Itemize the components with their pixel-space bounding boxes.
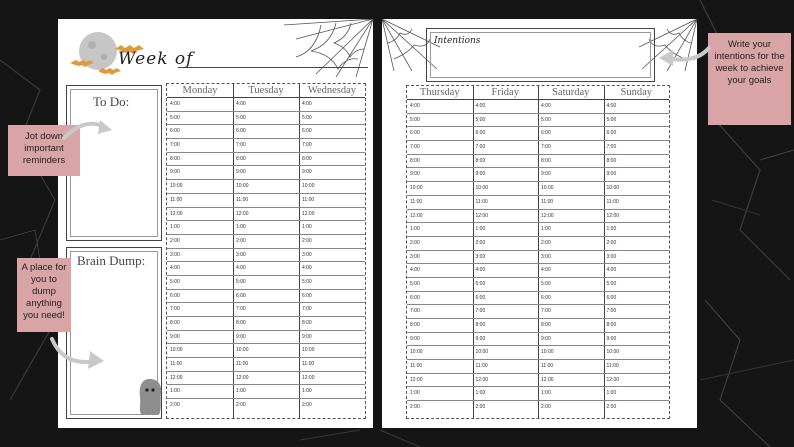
time-slot[interactable]: 5:00 [233, 112, 299, 126]
time-slot[interactable]: 1:00 [233, 221, 299, 235]
time-slot[interactable]: 3:00 [538, 251, 604, 265]
time-slot[interactable]: 12:00 [233, 372, 299, 386]
time-slot[interactable]: 12:00 [538, 374, 604, 388]
time-slot[interactable]: 10:00 [407, 346, 473, 360]
time-slot[interactable]: 2:00 [235, 402, 246, 409]
time-slot[interactable]: 2:00 [604, 237, 670, 251]
time-slot[interactable]: 7:00 [604, 305, 670, 319]
time-slot[interactable]: 2:00 [167, 235, 233, 249]
time-slot[interactable]: 2:00 [473, 237, 539, 251]
time-slot[interactable]: 9:00 [407, 168, 473, 182]
time-slot[interactable]: 5:00 [604, 278, 670, 292]
time-slot[interactable]: 6:00 [473, 127, 539, 141]
time-slot[interactable]: 1:00 [473, 223, 539, 237]
time-slot[interactable]: 11:00 [604, 360, 670, 374]
day-header: Saturday [538, 86, 604, 100]
right-schedule-grid[interactable] [406, 85, 670, 419]
day-column-monday [167, 84, 234, 418]
time-slot[interactable]: 7:00 [299, 303, 365, 317]
time-slot[interactable]: 5:00 [407, 278, 473, 292]
time-slot[interactable]: 8:00 [473, 155, 539, 169]
time-slot[interactable]: 1:00 [473, 387, 539, 401]
time-slot[interactable]: 8:00 [538, 155, 604, 169]
time-slot[interactable]: 5:00 [604, 114, 670, 128]
time-slot[interactable]: 1:00 [233, 385, 299, 399]
time-slot[interactable]: 12:00 [407, 210, 473, 224]
time-slot[interactable]: 8:00 [299, 153, 365, 167]
time-slot[interactable]: 9:00 [233, 331, 299, 345]
todo-box[interactable] [66, 85, 162, 241]
time-slot[interactable]: 9:00 [538, 168, 604, 182]
arrow-icon [44, 335, 108, 375]
time-slot[interactable]: 8:00 [604, 319, 670, 333]
time-slot[interactable]: 9:00 [299, 166, 365, 180]
time-slot[interactable]: 8:00 [604, 155, 670, 169]
time-slot[interactable]: 9:00 [407, 333, 473, 347]
time-slot[interactable]: 10:00 [473, 346, 539, 360]
time-slot[interactable]: 10:00 [233, 180, 299, 194]
time-slot[interactable]: 4:00 [473, 100, 539, 114]
day-column-sunday [604, 86, 670, 418]
time-slot[interactable]: 7:00 [473, 305, 539, 319]
day-header: Wednesday [299, 84, 365, 98]
arrow-icon [60, 112, 120, 144]
time-slot[interactable]: 8:00 [473, 319, 539, 333]
time-slot[interactable]: 12:00 [299, 208, 365, 222]
time-slot[interactable]: 6:00 [407, 292, 473, 306]
day-column-wednesday [299, 84, 365, 418]
time-slot[interactable]: 7:00 [167, 303, 233, 317]
left-schedule-grid[interactable] [166, 83, 366, 419]
time-slot[interactable]: 10:00 [604, 182, 670, 196]
time-slot[interactable]: 11:00 [407, 196, 473, 210]
time-slot[interactable]: 10:00 [538, 346, 604, 360]
time-slot[interactable]: 3:00 [604, 251, 670, 265]
time-slot[interactable]: 1:00 [299, 385, 365, 399]
time-slot[interactable]: 1:00 [407, 223, 473, 237]
time-slot[interactable]: 11:00 [473, 196, 539, 210]
time-slot[interactable]: 6:00 [407, 127, 473, 141]
jot-down-note-text: Jot down important reminders [22, 131, 66, 166]
time-slot[interactable]: 7:00 [604, 141, 670, 155]
time-slot[interactable]: 11:00 [167, 194, 233, 208]
time-slot[interactable]: 9:00 [299, 331, 365, 345]
time-slot[interactable]: 7:00 [299, 139, 365, 153]
time-slot[interactable]: 4:00 [167, 98, 233, 112]
time-slot[interactable]: 12:00 [473, 210, 539, 224]
time-slot[interactable]: 2:00 [233, 235, 299, 249]
time-slot[interactable]: 5:00 [299, 276, 365, 290]
time-slot[interactable]: 11:00 [604, 196, 670, 210]
ghost-icon [136, 377, 164, 419]
right-planner-page [382, 19, 697, 428]
todo-label: To Do: [93, 94, 130, 109]
time-slot[interactable]: 9:00 [473, 168, 539, 182]
time-slot[interactable]: 10:00 [167, 344, 233, 358]
time-slot[interactable]: 4:00 [538, 264, 604, 278]
time-slot[interactable]: 5:00 [473, 278, 539, 292]
time-slot[interactable]: 2:00 [475, 404, 486, 411]
time-slot[interactable]: 6:00 [538, 292, 604, 306]
day-header: Tuesday [233, 84, 299, 98]
time-slot[interactable]: 12:00 [299, 372, 365, 386]
intentions-note-text: Write your intentions for the week to achieve your goals [714, 39, 785, 86]
time-slot[interactable]: 3:00 [233, 249, 299, 263]
time-slot[interactable]: 2:00 [538, 237, 604, 251]
time-slot[interactable]: 9:00 [473, 333, 539, 347]
time-slot[interactable]: 7:00 [407, 141, 473, 155]
time-slot[interactable]: 6:00 [167, 290, 233, 304]
time-slot[interactable]: 12:00 [167, 372, 233, 386]
time-slot[interactable]: 5:00 [538, 114, 604, 128]
time-slot[interactable]: 12:00 [233, 208, 299, 222]
time-slot[interactable]: 2:00 [299, 235, 365, 249]
time-slot[interactable]: 2:00 [410, 404, 420, 411]
spider-web-icon [276, 19, 373, 77]
brain-dump-label: Brain Dump: [77, 253, 146, 268]
time-slot[interactable]: 1:00 [167, 221, 233, 235]
time-slot[interactable]: 3:00 [473, 251, 539, 265]
time-slot[interactable]: 11:00 [299, 358, 365, 372]
time-slot[interactable]: 12:00 [538, 210, 604, 224]
time-slot[interactable]: 8:00 [299, 317, 365, 331]
brain-dump-note-text: A place for you to dump anything you need! [21, 262, 67, 321]
time-slot[interactable]: 4:00 [299, 98, 365, 112]
time-slot[interactable]: 10:00 [167, 180, 233, 194]
time-slot[interactable]: 7:00 [538, 141, 604, 155]
time-slot[interactable]: 10:00 [299, 180, 365, 194]
time-slot[interactable]: 4:00 [604, 100, 670, 114]
time-slot[interactable]: 5:00 [473, 114, 539, 128]
time-slot[interactable]: 12:00 [473, 374, 539, 388]
time-slot[interactable]: 11:00 [473, 360, 539, 374]
time-slot[interactable]: 5:00 [407, 114, 473, 128]
time-slot[interactable]: 11:00 [167, 358, 233, 372]
time-slot[interactable]: 9:00 [167, 331, 233, 345]
time-slot[interactable]: 1:00 [538, 387, 604, 401]
time-slot[interactable]: 6:00 [604, 292, 670, 306]
time-slot[interactable]: 1:00 [604, 387, 670, 401]
time-slot[interactable]: 11:00 [233, 194, 299, 208]
time-slot[interactable]: 8:00 [233, 153, 299, 167]
time-slot[interactable]: 3:00 [299, 249, 365, 263]
time-slot[interactable]: 9:00 [604, 168, 670, 182]
time-slot[interactable]: 5:00 [233, 276, 299, 290]
time-slot[interactable]: 6:00 [473, 292, 539, 306]
time-slot[interactable]: 4:00 [473, 264, 539, 278]
time-slot[interactable]: 4:00 [233, 98, 299, 112]
time-slot[interactable]: 9:00 [604, 333, 670, 347]
time-slot[interactable]: 11:00 [538, 360, 604, 374]
brain-dump-note [17, 258, 71, 332]
time-slot[interactable]: 2:00 [301, 402, 312, 409]
time-slot[interactable]: 6:00 [233, 290, 299, 304]
time-slot[interactable]: 4:00 [407, 100, 473, 114]
time-slot[interactable]: 12:00 [604, 210, 670, 224]
day-column-friday [473, 86, 540, 418]
time-slot[interactable]: 4:00 [167, 262, 233, 276]
time-slot[interactable]: 10:00 [407, 182, 473, 196]
time-slot[interactable]: 7:00 [167, 139, 233, 153]
time-slot[interactable]: 1:00 [299, 221, 365, 235]
intentions-label: Intentions [434, 36, 481, 46]
time-slot[interactable]: 9:00 [167, 166, 233, 180]
time-slot[interactable]: 2:00 [606, 404, 617, 411]
time-slot[interactable]: 2:00 [541, 404, 551, 411]
time-slot[interactable]: 6:00 [604, 127, 670, 141]
time-slot[interactable]: 2:00 [407, 237, 473, 251]
time-slot[interactable]: 11:00 [407, 360, 473, 374]
time-slot[interactable]: 6:00 [538, 127, 604, 141]
week-of-label: Week of [118, 49, 194, 69]
time-slot[interactable]: 12:00 [167, 208, 233, 222]
time-slot[interactable]: 2:00 [170, 402, 180, 409]
time-slot[interactable]: 3:00 [407, 251, 473, 265]
time-slot[interactable]: 5:00 [167, 276, 233, 290]
time-slot[interactable]: 8:00 [538, 319, 604, 333]
time-slot[interactable]: 5:00 [167, 112, 233, 126]
time-slot[interactable]: 1:00 [538, 223, 604, 237]
time-slot[interactable]: 12:00 [604, 374, 670, 388]
time-slot[interactable]: 5:00 [299, 112, 365, 126]
time-slot[interactable]: 3:00 [167, 249, 233, 263]
time-slot[interactable]: 9:00 [233, 166, 299, 180]
time-slot[interactable]: 11:00 [233, 358, 299, 372]
time-slot[interactable]: 8:00 [407, 155, 473, 169]
time-slot[interactable]: 9:00 [538, 333, 604, 347]
time-slot[interactable]: 6:00 [299, 290, 365, 304]
time-slot[interactable]: 7:00 [473, 141, 539, 155]
intentions-note [708, 33, 791, 125]
time-slot[interactable]: 7:00 [538, 305, 604, 319]
time-slot[interactable]: 10:00 [604, 346, 670, 360]
time-slot[interactable]: 4:00 [299, 262, 365, 276]
time-slot[interactable]: 6:00 [167, 125, 233, 139]
day-column-tuesday [233, 84, 300, 418]
time-slot[interactable]: 10:00 [233, 344, 299, 358]
time-slot[interactable]: 10:00 [538, 182, 604, 196]
time-slot[interactable]: 8:00 [407, 319, 473, 333]
time-slot[interactable]: 8:00 [167, 317, 233, 331]
time-slot[interactable]: 6:00 [299, 125, 365, 139]
time-slot[interactable]: 10:00 [473, 182, 539, 196]
day-header: Sunday [604, 86, 670, 100]
time-slot[interactable]: 1:00 [604, 223, 670, 237]
time-slot[interactable]: 7:00 [233, 139, 299, 153]
time-slot[interactable]: 1:00 [407, 387, 473, 401]
time-slot[interactable]: 7:00 [233, 303, 299, 317]
day-column-saturday [538, 86, 605, 418]
time-slot[interactable]: 11:00 [538, 196, 604, 210]
time-slot[interactable]: 4:00 [407, 264, 473, 278]
time-slot[interactable]: 8:00 [233, 317, 299, 331]
time-slot[interactable]: 4:00 [538, 100, 604, 114]
day-header: Thursday [407, 86, 473, 100]
time-slot[interactable]: 7:00 [407, 305, 473, 319]
time-slot[interactable]: 4:00 [233, 262, 299, 276]
day-column-thursday [407, 86, 474, 418]
day-header: Friday [473, 86, 539, 100]
time-slot[interactable]: 5:00 [538, 278, 604, 292]
time-slot[interactable]: 1:00 [167, 385, 233, 399]
time-slot[interactable]: 4:00 [604, 264, 670, 278]
time-slot[interactable]: 8:00 [167, 153, 233, 167]
time-slot[interactable]: 6:00 [233, 125, 299, 139]
time-slot[interactable]: 12:00 [407, 374, 473, 388]
day-header: Monday [167, 84, 233, 98]
time-slot[interactable]: 11:00 [299, 194, 365, 208]
arrow-icon [655, 42, 715, 72]
time-slot[interactable]: 10:00 [299, 344, 365, 358]
